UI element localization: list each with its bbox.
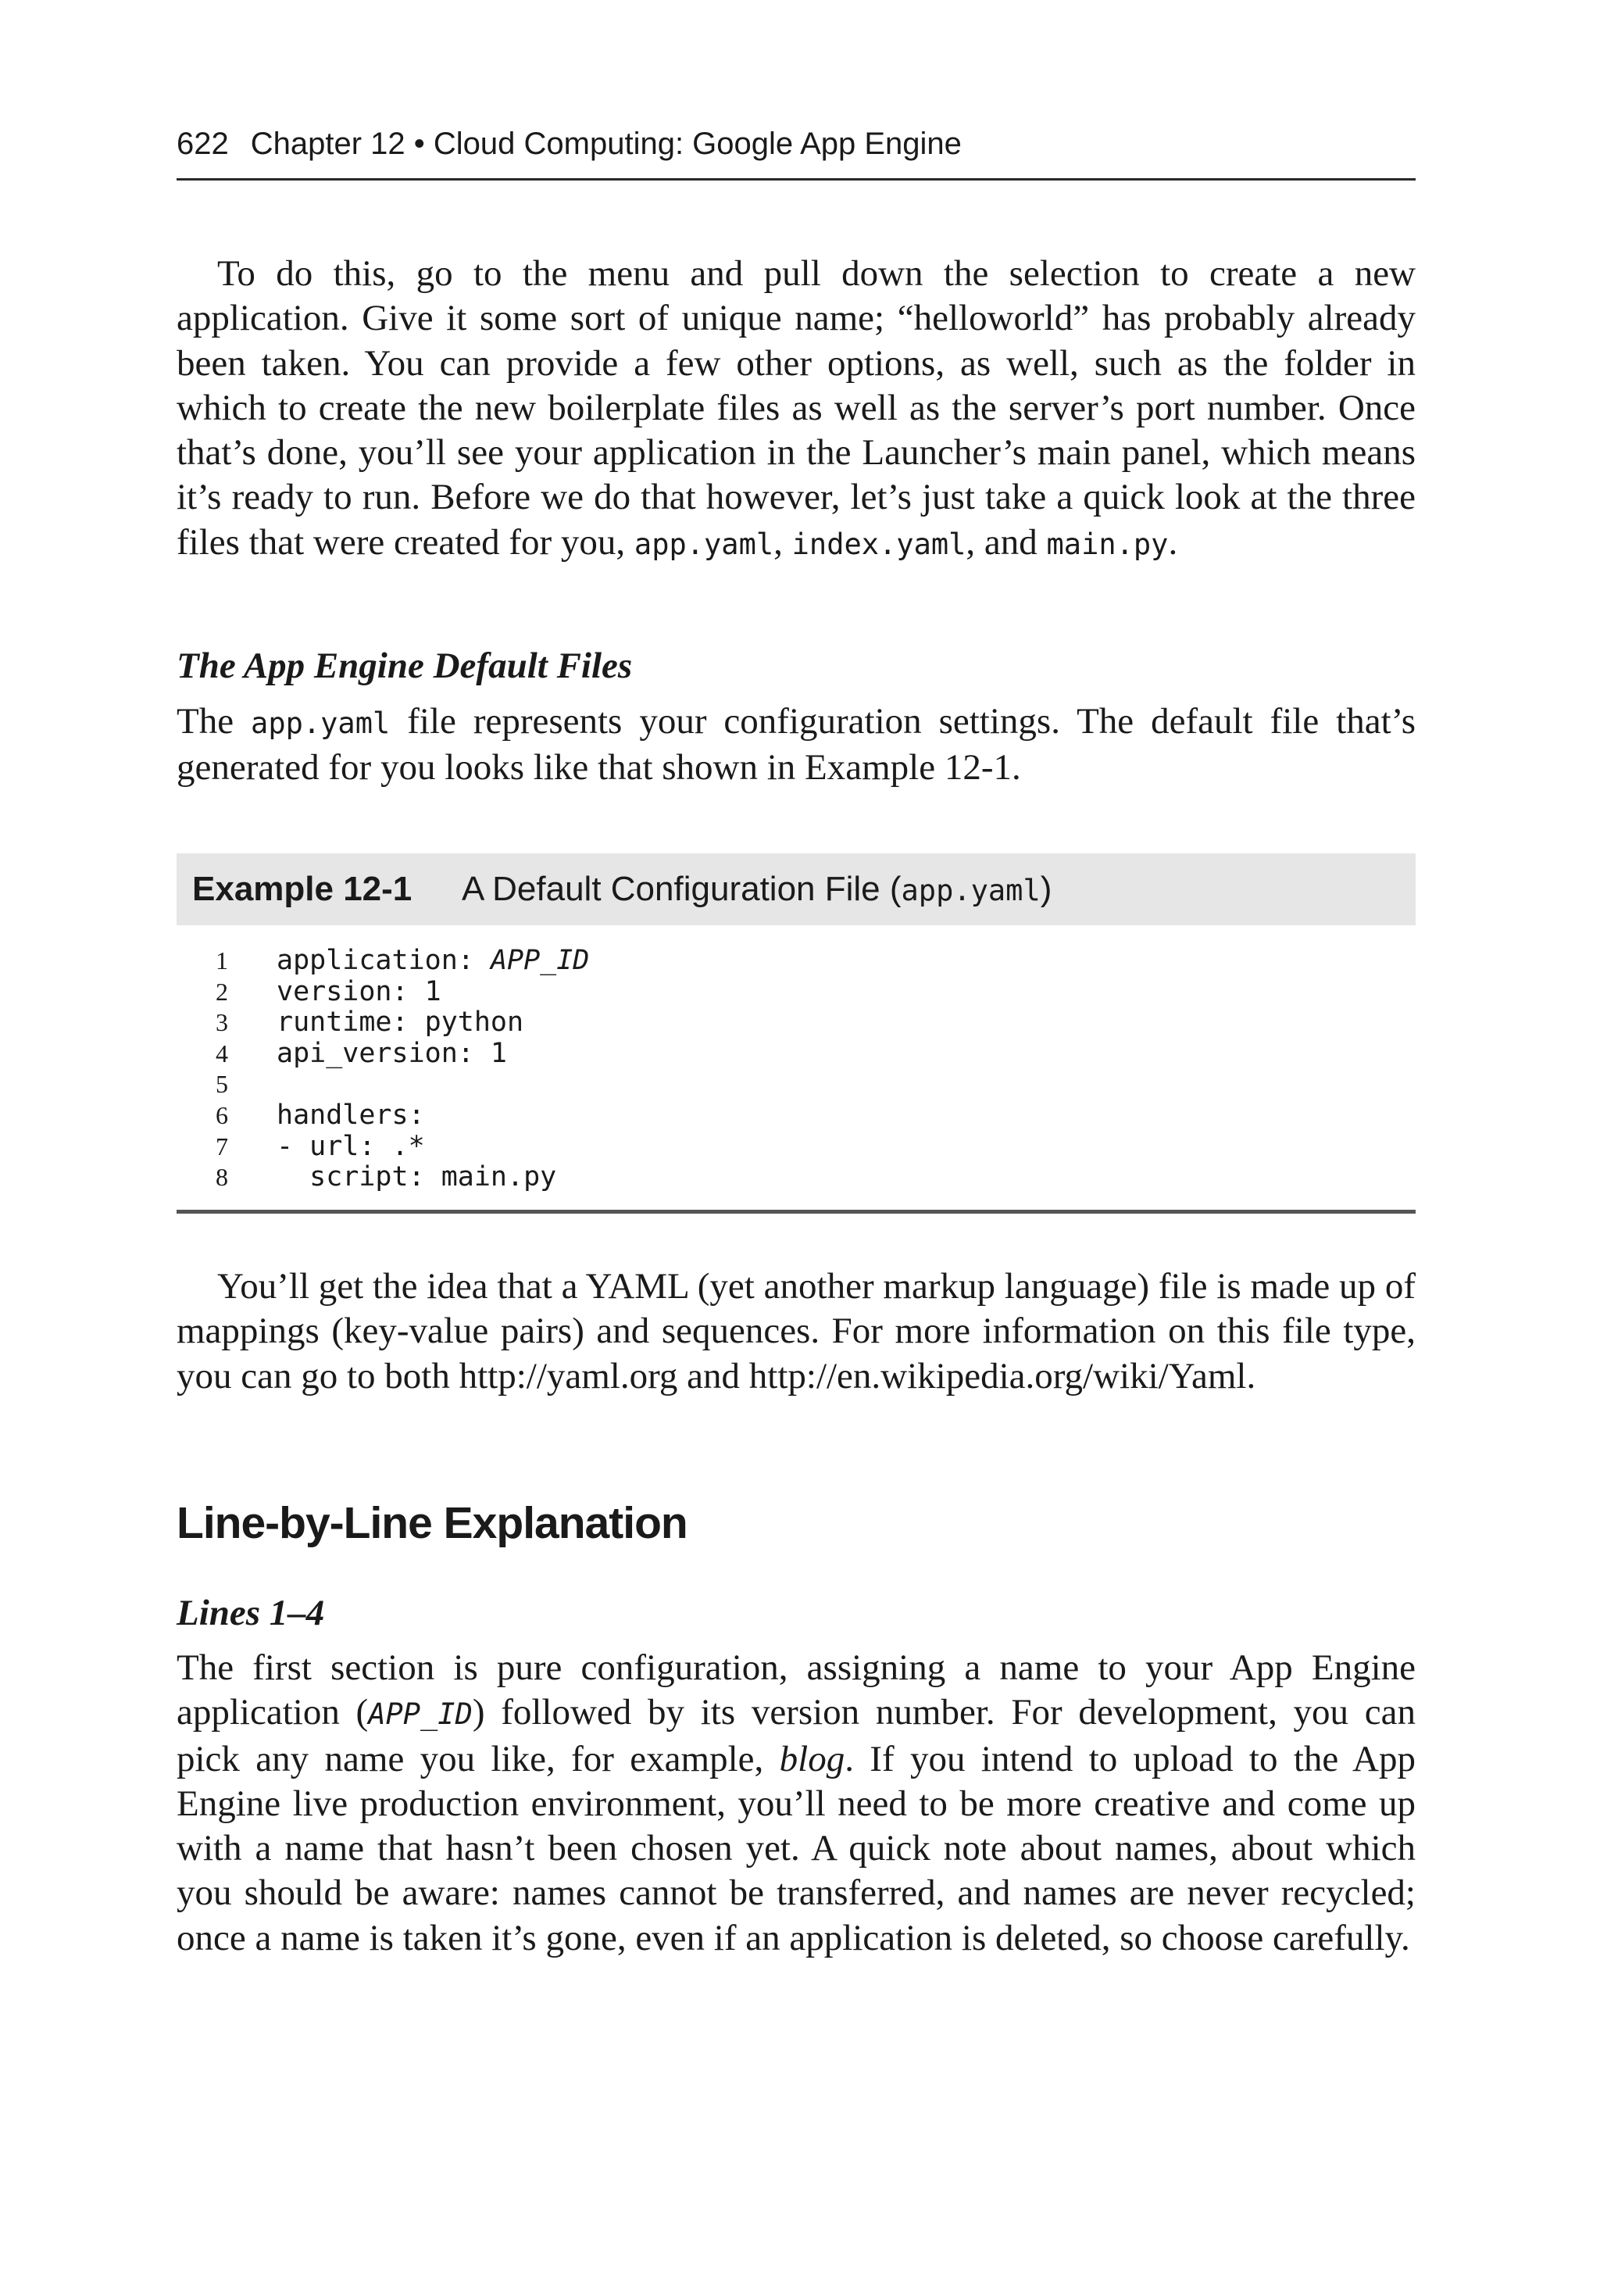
code-text: - url: .* — [277, 1130, 425, 1162]
code-line — [177, 1132, 1416, 1163]
file-app-yaml: app.yaml — [634, 527, 774, 561]
header-rule — [177, 178, 1416, 181]
example-caption — [177, 853, 1416, 925]
subheading-default-files: The App Engine Default Files — [177, 646, 633, 686]
chapter-title: Chapter 12 • Cloud Computing: Google App Engine — [250, 127, 962, 161]
line-number: 2 — [216, 977, 228, 1006]
file-index-yaml: index.yaml — [791, 527, 966, 561]
default-files-paragraph: The app.yaml file represents your configuration settings. The default file that’s generated for you looks like that shown in Example 12-1. — [177, 701, 1416, 789]
example-label: Example 12-1 — [192, 870, 412, 908]
code-line — [177, 1100, 1416, 1132]
line-number: 5 — [216, 1070, 228, 1099]
lines-1-4-paragraph: The first section is pure configuration, assigning a name to your App Engine application (APP_ID) followed by its version number. For development, you can pick any name you like, for example, blog. If you intend to upload to the App Engine live production environment, you’ll need to be more creative and come up with a name that hasn’t been chosen yet. A quick note about names, about which you should be aware: names cannot be transferred, and names are never recycled; once a name is taken it’s gone, even if an application is deleted, so choose carefully. — [177, 1647, 1416, 1958]
example-title: A Default Configuration File (app.yaml) — [462, 870, 1052, 908]
listing-bottom-rule — [177, 1210, 1416, 1214]
running-header — [177, 125, 1416, 163]
app-id-code: APP_ID — [368, 1697, 473, 1732]
section-heading: Line-by-Line Explanation — [177, 1498, 688, 1548]
line-number: 8 — [216, 1163, 228, 1192]
line-number: 7 — [216, 1132, 228, 1161]
code-listing — [177, 946, 1416, 1193]
code-line — [177, 1039, 1416, 1070]
code-line — [177, 1007, 1416, 1039]
code-text: handlers: — [277, 1099, 425, 1131]
code-text: script: main.py — [277, 1161, 557, 1193]
code-text: api_version: 1 — [277, 1037, 508, 1069]
subheading-lines-1-4: Lines 1–4 — [177, 1593, 325, 1633]
code-line — [177, 946, 1416, 977]
code-line — [177, 1162, 1416, 1193]
line-number: 1 — [216, 946, 228, 975]
code-line — [177, 977, 1416, 1008]
file-main-py: main.py — [1046, 527, 1169, 561]
line-number: 4 — [216, 1039, 228, 1068]
code-text: version: 1 — [277, 975, 441, 1007]
code-text: runtime: python — [277, 1007, 524, 1039]
example-name: blog — [779, 1738, 845, 1779]
code-text: application: APP_ID — [277, 945, 590, 976]
intro-paragraph: To do this, go to the menu and pull down the selection to create a new application. Give it some sort of unique name; “helloworld” has probably already been taken. You can provide a few other options, as well, such as the folder in which to create the new boilerplate files as well as the server’s port number. Once that’s done, you’ll see your application in the Launcher’s main panel, which means it’s ready to run. Before we do that however, let’s just take a quick look at the three files that were created for you, app.yaml, index.yaml, and main.py. — [177, 253, 1416, 563]
code-line — [177, 1069, 1416, 1100]
page-number: 622 — [177, 127, 229, 161]
yaml-paragraph: You’ll get the idea that a YAML (yet another markup language) file is made up of mappings (key-value pairs) and sequences. For more information on this file type, you can go to both http://yaml.org and http://en.wikipedia.org/wiki/Yaml. — [177, 1266, 1416, 1397]
file-app-yaml: app.yaml — [251, 706, 391, 740]
line-number: 6 — [216, 1100, 228, 1129]
line-number: 3 — [216, 1008, 228, 1037]
